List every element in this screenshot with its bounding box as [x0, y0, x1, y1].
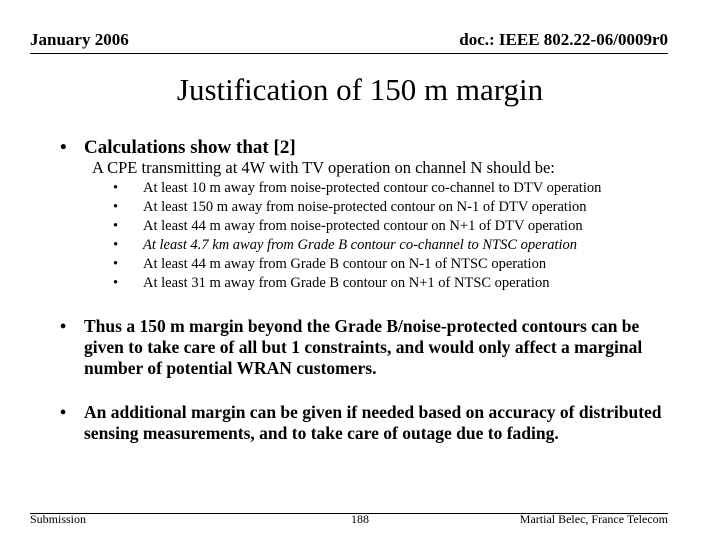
- header-doc-id: doc.: IEEE 802.22-06/0009r0: [459, 30, 668, 49]
- list-item-text: At least 31 m away from Grade B contour on N+1 of NTSC operation: [143, 275, 550, 291]
- list-item-text: At least 44 m away from Grade B contour on N-1 of NTSC operation: [143, 256, 547, 272]
- bullet-dot-icon: •: [113, 180, 119, 196]
- footer-author: Martial Belec, France Telecom: [519, 512, 668, 526]
- list-item-text: At least 10 m away from noise-protected contour co-channel to DTV operation: [143, 180, 602, 196]
- bullet-dot-icon: •: [113, 256, 119, 272]
- bullet-dot-icon: •: [113, 199, 119, 215]
- header-rule: [30, 53, 668, 54]
- slide-title: Justification of 150 m margin: [176, 72, 544, 107]
- list-item-text: At least 4.7 km away from Grade B contour co-channel to NTSC operation: [143, 237, 578, 253]
- header-date: January 2006: [30, 30, 129, 49]
- footer-page-number: 188: [351, 512, 369, 526]
- list-item-text: At least 44 m away from noise-protected contour on N+1 of DTV operation: [143, 218, 583, 234]
- footer-submission: Submission: [30, 512, 87, 526]
- bullet-calculations-text: Calculations show that [2]: [84, 137, 296, 158]
- bullet-dot-icon: •: [113, 237, 119, 253]
- bullet-dot-icon: •: [60, 316, 67, 336]
- list-item-text: At least 150 m away from noise-protected contour on N-1 of DTV operation: [143, 199, 587, 215]
- bullet-dot-icon: •: [60, 402, 67, 422]
- bullet-margin-paragraph: [60, 316, 680, 379]
- bullet-dot-icon: •: [113, 275, 119, 291]
- bullet-additional-text: An additional margin can be given if needed based on accuracy of distributed sensing measurements, and to take care of outage due to fading.: [84, 402, 662, 443]
- bullet-dot-icon: •: [113, 218, 119, 234]
- sub-heading: A CPE transmitting at 4W with TV operation on channel N should be:: [92, 158, 555, 177]
- bullet-dot-icon: •: [60, 137, 67, 158]
- bullet-margin-text: Thus a 150 m margin beyond the Grade B/noise-protected contours can be given to take care of all but 1 constraints, and would only affect a marginal number of potential WRAN customers.: [84, 316, 643, 378]
- bullet-additional-paragraph: [60, 402, 680, 444]
